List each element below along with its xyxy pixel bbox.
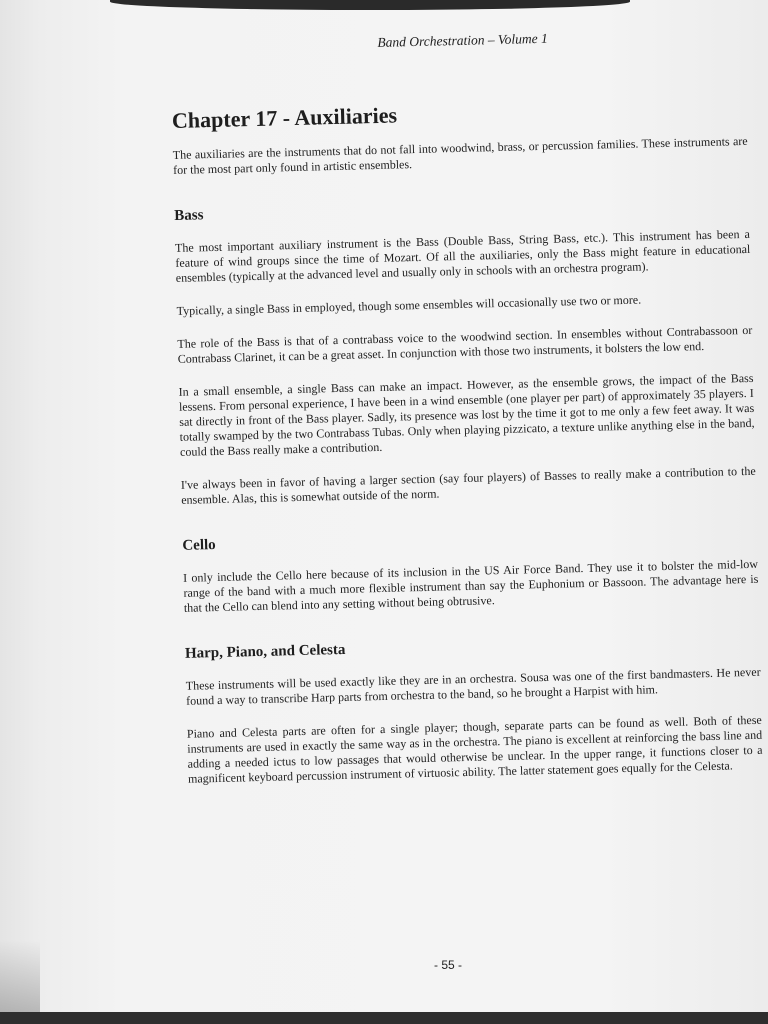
intro-paragraph: The auxiliaries are the instruments that do not fall into woodwind, brass, or percussion families. These instruments are for the most part only found in artistic ensembles. bbox=[172, 133, 748, 177]
bass-paragraph: I've always been in favor of having a larger section (say four players) of Basses to really make a contribution to the ensemble. Alas, this is somewhat outside of the norm. bbox=[180, 463, 756, 507]
section-heading-cello: Cello bbox=[182, 537, 216, 554]
page-content bbox=[170, 26, 764, 805]
page-top-shadow bbox=[110, 0, 630, 10]
harp-paragraph: These instruments will be used exactly like they are in an orchestra. Sousa was one of the first bandmasters. He never found a way to transcribe Harp parts from orchestra to the band, so he brought a Harpist with him. bbox=[185, 664, 761, 708]
bass-paragraph: The role of the Bass is that of a contrabass voice to the woodwind section. In ensembles without Contrabassoon or Contrabass Clarinet, it can be a great asset. In conjunction with those two instruments, it bolsters the low end. bbox=[177, 322, 753, 366]
chapter-title: Chapter 17 - Auxiliaries bbox=[171, 102, 398, 133]
page-number: - 55 - bbox=[434, 958, 463, 972]
bass-paragraph: Typically, a single Bass in employed, though some ensembles will occasionally use two or more. bbox=[176, 292, 642, 318]
section-heading-bass: Bass bbox=[174, 207, 204, 224]
piano-celesta-paragraph: Piano and Celesta parts are often for a single player; though, separate parts can be found as well. Both of these instruments are used in exactly the same way as in the orchestra. The piano is excellent at reinforcing the bass line and adding a needed ictus to low passages that would otherwise be unclear. In the upper range, it functions closer to a magnificent keyboard percussion instrument of virtuosic ability. The latter statement goes equally for the Celesta. bbox=[186, 712, 763, 786]
bass-paragraph: In a small ensemble, a single Bass can make an impact. However, as the ensemble grows, the impact of the Bass lessens. From personal experience, I have been in a wind ensemble (one player per part) of approximately 35 players. I sat directly in front of the Bass player. Sadly, its presence was lost by the time it got to me only a few feet away. It was totally swamped by the two Contrabass Tubas. Only when playing pizzicato, a texture unlike anything else in the band, could the Bass really make a contribution. bbox=[178, 370, 755, 459]
running-head: Band Orchestration – Volume 1 bbox=[377, 30, 548, 50]
section-heading-harp-piano-celesta: Harp, Piano, and Celesta bbox=[184, 641, 346, 662]
cello-paragraph: I only include the Cello here because of its inclusion in the US Air Force Band. They use it to bolster the mid-low range of the band with a much more flexible instrument than say the Euphonium or Bassoon. The advantage here is that the Cello can blend into any setting without being obtrusive. bbox=[182, 556, 759, 615]
page-bottom-edge bbox=[0, 1012, 768, 1024]
bass-paragraph: The most important auxiliary instrument is the Bass (Double Bass, String Bass, etc.). This instrument has been a feature of wind groups since the time of Mozart. Of all the auxiliaries, only the Bass might feature in educational ensembles (typically at the advanced level and usually only in schools with an orchestra program). bbox=[174, 226, 751, 285]
